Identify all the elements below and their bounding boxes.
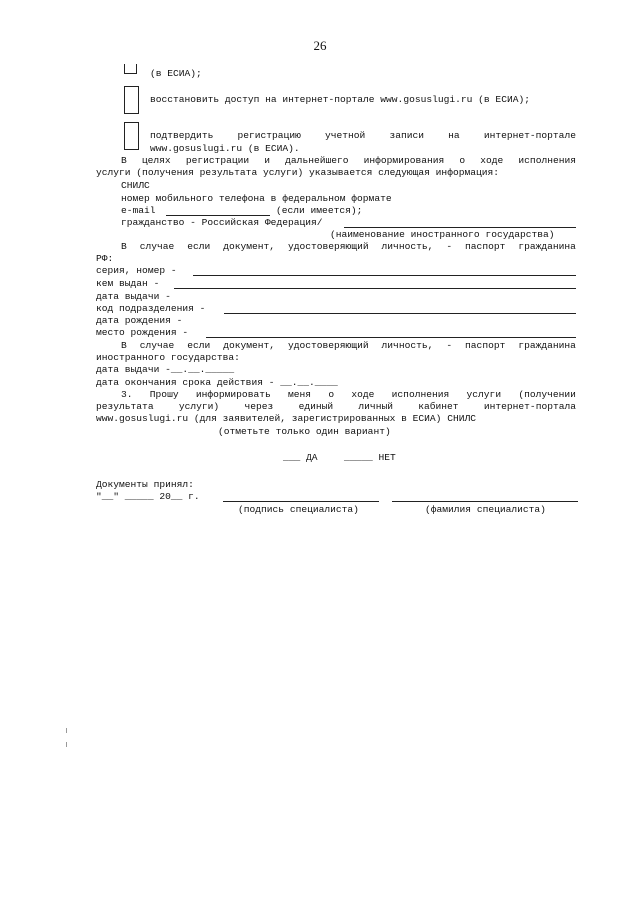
- confirm-registration-checkbox[interactable]: [124, 122, 139, 150]
- foreign-intro-word: личность,: [381, 340, 434, 351]
- citizenship-label: гражданство - Российская Федерация/: [121, 217, 323, 228]
- intro-word: В: [121, 155, 127, 166]
- confirm-registration-line1: [150, 130, 576, 142]
- series-number-field[interactable]: [193, 275, 576, 276]
- inform-word: о: [328, 389, 335, 400]
- signature-caption: (подпись специалиста): [238, 504, 359, 515]
- confirm-word: учетной: [325, 130, 366, 141]
- intro-word: информирования: [363, 155, 445, 166]
- rf-intro-word: паспорт: [465, 241, 506, 252]
- birth-date-label: дата рождения -: [96, 315, 183, 326]
- scan-mark: [66, 742, 67, 747]
- confirm-word: интернет-портале: [483, 130, 576, 141]
- foreign-intro-word: гражданина: [518, 340, 576, 351]
- rf-passport-intro-line1: [121, 241, 576, 253]
- rf-issue-date-label: дата выдачи -: [96, 291, 171, 302]
- phone-label: номер мобильного телефона в федеральном формате: [121, 193, 392, 204]
- snils-label: СНИЛС: [121, 180, 150, 191]
- inform-word: услуги: [466, 389, 502, 400]
- inform-line3: www.gosuslugi.ru (для заявителей, зарегистрированных в ЕСИА) СНИЛС: [96, 413, 476, 424]
- info-intro-line2: услуги (получения результата услуги) указывается следующая информация:: [96, 167, 500, 178]
- intro-word: целях: [141, 155, 171, 166]
- intro-word: ходе: [480, 155, 504, 166]
- intro-word: дальнейшего: [285, 155, 349, 166]
- rf-intro-word: личность,: [381, 241, 434, 252]
- rf-intro-word: удостоверяющий: [287, 241, 369, 252]
- confirm-word: записи: [389, 130, 425, 141]
- info-intro-line1: [121, 155, 576, 167]
- confirm-word: подтвердить: [150, 130, 214, 141]
- foreign-state-caption: (наименование иностранного государства): [330, 229, 555, 240]
- page-number: 26: [313, 38, 327, 53]
- inform-word: интернет-портала: [483, 401, 576, 412]
- foreign-issue-date[interactable]: дата выдачи -__.__._____: [96, 364, 235, 375]
- inform-word: личный: [358, 401, 393, 412]
- inform-word: исполнения: [391, 389, 450, 400]
- birth-place-field[interactable]: [206, 337, 576, 338]
- foreign-expiry-date[interactable]: дата окончания срока действия - __.__.____: [96, 377, 338, 388]
- inform-word: (получении: [518, 389, 576, 400]
- rf-passport-intro-line2: РФ:: [96, 253, 114, 264]
- choose-one-note: (отметьте только один вариант): [218, 426, 391, 437]
- inform-word: 3.: [121, 389, 133, 400]
- foreign-passport-intro-line2: иностранного государства:: [96, 352, 240, 363]
- intro-word: и: [264, 155, 271, 166]
- inform-word: результата: [96, 401, 154, 412]
- surname-field[interactable]: [392, 501, 578, 502]
- confirm-registration-line2: www.gosuslugi.ru (в ЕСИА).: [150, 143, 300, 154]
- rf-intro-word: случае: [139, 241, 175, 252]
- scan-mark: [66, 728, 67, 733]
- foreign-intro-word: удостоверяющий: [287, 340, 369, 351]
- esia-checkbox[interactable]: [124, 64, 137, 74]
- intro-word: регистрации: [185, 155, 250, 166]
- confirm-word: на: [448, 130, 460, 141]
- foreign-intro-word: паспорт: [465, 340, 506, 351]
- email-label: e-mail: [121, 205, 156, 216]
- restore-access-option-text: восстановить доступ на интернет-портале www.gosuslugi.ru (в ЕСИА);: [150, 94, 530, 105]
- rf-intro-word: гражданина: [518, 241, 576, 252]
- division-code-field[interactable]: [224, 313, 576, 314]
- email-field[interactable]: [166, 215, 270, 216]
- intro-word: о: [459, 155, 466, 166]
- esia-option-text: (в ЕСИА);: [150, 68, 202, 79]
- inform-word: информировать: [195, 389, 271, 400]
- foreign-state-field[interactable]: [344, 227, 576, 228]
- foreign-intro-word: документ,: [223, 340, 276, 351]
- inform-line2: [96, 401, 576, 413]
- division-code-label: код подразделения -: [96, 303, 206, 314]
- no-option[interactable]: _____ НЕТ: [344, 452, 396, 463]
- birth-place-label: место рождения -: [96, 327, 189, 338]
- documents-accepted-label: Документы принял:: [96, 479, 194, 490]
- email-note: (если имеется);: [276, 205, 363, 216]
- foreign-intro-word: -: [446, 340, 453, 351]
- inform-word: единый: [298, 401, 334, 412]
- series-number-label: серия, номер -: [96, 265, 177, 276]
- issued-by-label: кем выдан -: [96, 278, 160, 289]
- foreign-passport-intro-line1: [121, 340, 576, 352]
- inform-word: Прошу: [149, 389, 179, 400]
- acceptance-date[interactable]: "__" _____ 20__ г.: [96, 491, 200, 502]
- confirm-word: регистрацию: [237, 130, 301, 141]
- yes-option[interactable]: ___ ДА: [283, 452, 318, 463]
- foreign-intro-word: случае: [139, 340, 175, 351]
- restore-access-checkbox[interactable]: [124, 86, 139, 114]
- surname-caption: (фамилия специалиста): [425, 504, 546, 515]
- inform-word: кабинет: [418, 401, 459, 412]
- inform-word: меня: [288, 389, 312, 400]
- rf-intro-word: документ,: [223, 241, 276, 252]
- rf-intro-word: -: [446, 241, 453, 252]
- foreign-intro-word: если: [187, 340, 211, 351]
- inform-line1: [121, 389, 576, 401]
- inform-word: ходе: [351, 389, 375, 400]
- signature-field[interactable]: [223, 501, 379, 502]
- issued-by-field[interactable]: [174, 288, 576, 289]
- inform-word: услуги): [178, 401, 220, 412]
- rf-intro-word: если: [187, 241, 211, 252]
- rf-intro-word: В: [121, 241, 127, 252]
- foreign-intro-word: В: [121, 340, 127, 351]
- inform-word: через: [244, 401, 274, 412]
- intro-word: исполнения: [518, 155, 576, 166]
